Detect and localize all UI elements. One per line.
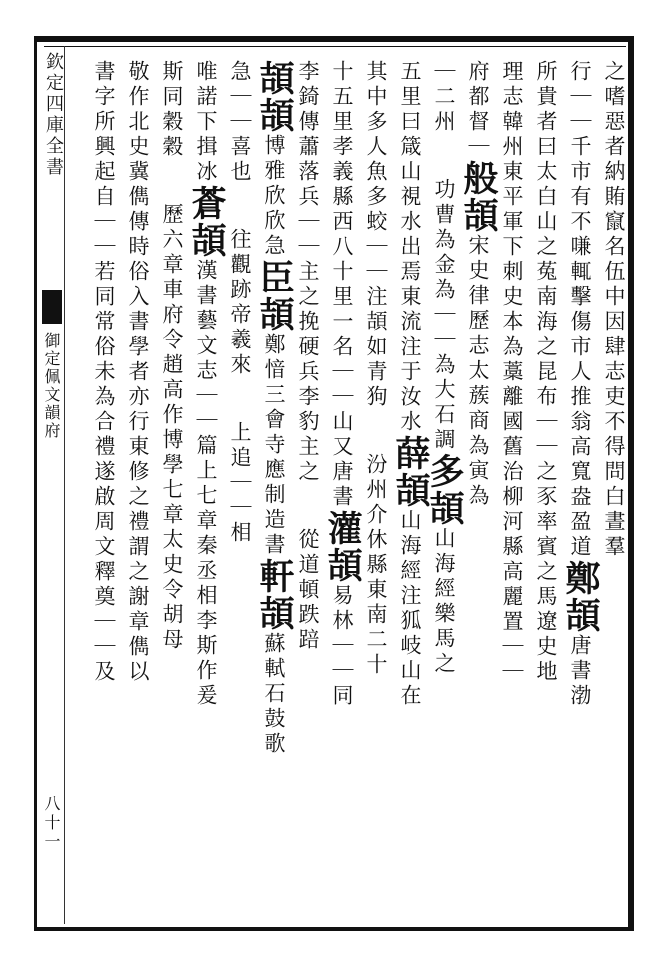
frame-right-border — [628, 36, 634, 931]
body-text: 十五里孝義縣西八十里一名｜｜山又唐書 — [330, 60, 354, 510]
text-column — [124, 60, 152, 920]
text-column — [322, 60, 363, 920]
headword: 蒼頡 — [186, 185, 227, 259]
text-column — [424, 60, 465, 920]
text-column — [226, 60, 254, 920]
margin-page-number: 八十一 — [42, 795, 61, 852]
headword: 臣頡 — [254, 259, 295, 333]
text-column — [498, 60, 526, 920]
frame-top-border — [34, 36, 634, 42]
body-text: 唯諾下揖冰 — [194, 60, 218, 185]
body-text: 斯同穀穀 — [160, 60, 184, 160]
headword — [424, 135, 465, 178]
headword: 薛頡 — [390, 435, 431, 509]
margin-volume-title: 御定佩文韻府 — [42, 332, 61, 440]
body-text: 敬作北史冀儁傳時俗入書學者亦行東修之禮謂之謝章儁以 — [126, 60, 150, 685]
body-text: 從道頓跌踣 — [296, 528, 320, 653]
headword: 鄭頡 — [560, 560, 601, 634]
body-text: 功曹為金為｜｜為大石調 — [432, 178, 456, 453]
body-text: 漢書藝文志｜｜篇上七章秦丞相李斯作爰 — [194, 259, 218, 709]
body-text: 往觀跡帝羲來 — [228, 228, 252, 378]
text-column — [90, 60, 118, 920]
text-column — [294, 60, 322, 920]
margin-book-title: 欽定四庫全書 — [43, 52, 64, 178]
body-text: 蘇軾石鼓歌 — [262, 632, 286, 757]
headword: 頡頡 — [254, 60, 295, 134]
headword: 般頡 — [458, 160, 499, 234]
body-text: 唐書渤 — [568, 634, 592, 709]
text-column — [532, 60, 560, 920]
headword — [356, 410, 397, 453]
body-text: 所貴者曰太白山之菟南海之昆布｜｜之豕率賓之馬遼史地 — [534, 60, 558, 685]
body-text: 上追｜｜相 — [228, 421, 252, 546]
body-text: 易林｜｜同 — [330, 584, 354, 709]
text-column — [186, 60, 227, 920]
body-text: 李錡傳蕭落兵｜｜主之挽硬兵李豹主之 — [296, 60, 320, 485]
text-column — [362, 60, 390, 920]
body-text: 博雅欣欣急 — [262, 134, 286, 259]
headword: 灌頡 — [322, 510, 363, 584]
frame-left-border — [34, 36, 37, 931]
body-text: 府都督｜ — [466, 60, 490, 160]
headword — [152, 160, 193, 203]
headword — [220, 378, 261, 421]
page-margin — [40, 52, 64, 912]
frame-bottom-border — [34, 927, 634, 931]
text-column — [560, 60, 601, 920]
body-text: 鄭愔三會寺應制造書 — [262, 333, 286, 558]
text-column — [600, 60, 628, 920]
body-text: 書字所興起自｜｜若同常俗未為合禮遂啟周文釋奠｜｜及 — [92, 60, 116, 685]
body-text: ｜二州 — [432, 60, 456, 135]
fishtail-mark — [42, 290, 62, 324]
headword — [288, 485, 329, 528]
body-text: 宋史律歷志太蔟商為寅為 — [466, 234, 490, 509]
body-text: 之嗜惡者納賄竄名伍中因肆志吏不得問白晝羣 — [602, 60, 626, 560]
body-text: 急｜｜喜也 — [228, 60, 252, 185]
body-text: 其中多人魚多蛟｜｜注頡如青狗 — [364, 60, 388, 410]
body-text: 行｜｜千市有不嗛輒擊傷市人推翁高寬盎盈道 — [568, 60, 592, 560]
body-text: 歷六章車府令趙高作博學七章太史令胡母 — [160, 203, 184, 653]
text-column — [390, 60, 431, 920]
body-text: 汾州介休縣東南二十 — [364, 453, 388, 678]
headword: 多頡 — [424, 453, 465, 527]
inner-rule — [44, 46, 626, 47]
body-text: 山海經樂馬之 — [432, 527, 456, 677]
body-text: 五里曰箴山視水出焉東流注于汝水 — [398, 60, 422, 435]
body-text: 山海經注狐岐山在 — [398, 509, 422, 709]
text-column — [254, 60, 295, 920]
text-column — [458, 60, 499, 920]
text-column — [158, 60, 186, 920]
body-text: 理志韓州東平軍下刺史本為藁離國舊治柳河縣高麗置｜｜ — [500, 60, 524, 685]
headword: 軒頡 — [254, 558, 295, 632]
